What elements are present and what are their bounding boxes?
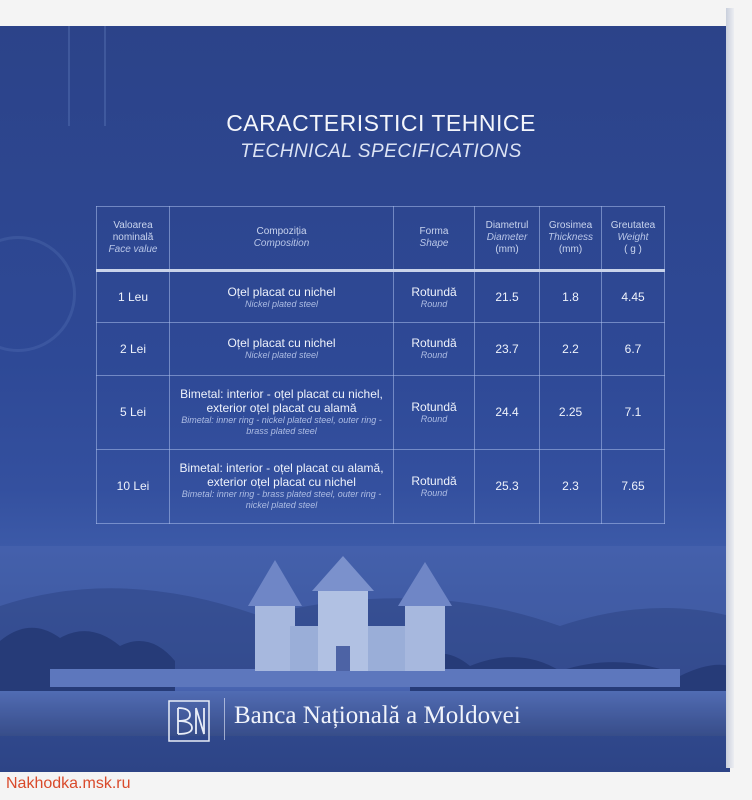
weight-cell: 7.65 xyxy=(602,449,665,523)
header-shape-ro: Forma xyxy=(419,226,449,238)
header-face-ro-line1: Valoarea xyxy=(113,220,153,232)
composition-ro: Oțel placat cu nichel xyxy=(227,284,336,299)
header-thickness-ro: Grosimea xyxy=(548,220,593,232)
shape-cell xyxy=(394,271,475,323)
header-diameter-en: Diameter xyxy=(486,232,528,244)
header-face-value xyxy=(97,207,170,271)
shape-ro: Rotundă xyxy=(411,336,457,351)
diameter-cell: 23.7 xyxy=(475,323,540,375)
header-thickness-en: Thickness xyxy=(547,232,593,244)
composition-cell xyxy=(170,449,394,523)
composition-ro: Oțel placat cu nichel xyxy=(227,336,336,351)
composition-ro: Bimetal: interior - oțel placat cu nichel, exterior oțel placat cu alamă xyxy=(180,387,383,416)
header-weight xyxy=(602,207,665,271)
booklet-page xyxy=(0,26,730,772)
header-shape-en: Shape xyxy=(419,238,449,250)
shape-ro: Rotundă xyxy=(411,284,457,299)
shape-ro: Rotundă xyxy=(411,473,457,488)
header-face-en: Face value xyxy=(108,244,158,256)
header-thickness-unit: (mm) xyxy=(558,244,583,256)
header-composition-en: Composition xyxy=(253,238,310,250)
weight-cell: 6.7 xyxy=(602,323,665,375)
weight-cell: 4.45 xyxy=(602,271,665,323)
header-diameter-unit: (mm) xyxy=(495,244,519,256)
diameter-cell: 24.4 xyxy=(475,375,540,449)
composition-cell xyxy=(170,323,394,375)
table-row xyxy=(97,375,665,449)
shape-en: Round xyxy=(420,350,448,361)
face-value-cell: 2 Lei xyxy=(97,323,170,375)
composition-cell xyxy=(170,271,394,323)
specifications-table xyxy=(96,206,665,524)
header-weight-en: Weight xyxy=(617,232,649,244)
shape-en: Round xyxy=(420,487,448,498)
header-face-ro-line2: nominală xyxy=(112,232,154,244)
shape-en: Round xyxy=(420,413,448,424)
thickness-cell: 2.3 xyxy=(540,449,602,523)
shape-cell xyxy=(394,323,475,375)
shape-ro: Rotundă xyxy=(411,399,457,414)
composition-en: Nickel plated steel xyxy=(244,298,319,309)
bank-divider xyxy=(224,698,225,740)
watermark: Nakhodka.msk.ru xyxy=(6,775,131,792)
shape-cell xyxy=(394,449,475,523)
shape-cell xyxy=(394,375,475,449)
diameter-cell: 25.3 xyxy=(475,449,540,523)
header-diameter-ro: Diametrul xyxy=(485,220,529,232)
face-value-cell: 5 Lei xyxy=(97,375,170,449)
page-title: CARACTERISTICI TEHNICE xyxy=(226,110,536,136)
booklet-edge xyxy=(726,8,734,768)
composition-en: Bimetal: inner ring - nickel plated steel, outer ring - brass plated steel xyxy=(181,415,382,437)
header-composition-ro: Compoziția xyxy=(256,226,307,238)
diameter-cell: 21.5 xyxy=(475,271,540,323)
header-thickness xyxy=(540,207,602,271)
face-value-cell: 10 Lei xyxy=(97,449,170,523)
shape-en: Round xyxy=(420,298,448,309)
composition-ro: Bimetal: interior - oțel placat cu alamă, exterior oțel placat cu nichel xyxy=(179,461,384,490)
header-shape xyxy=(394,207,475,271)
composition-en: Nickel plated steel xyxy=(244,350,319,361)
thickness-cell: 2.2 xyxy=(540,323,602,375)
header-weight-ro: Greutatea xyxy=(610,220,656,232)
composition-en: Bimetal: inner ring - brass plated steel, outer ring - nickel plated steel xyxy=(181,489,382,511)
bank-name: Banca Națională a Moldovei xyxy=(234,702,521,729)
composition-cell xyxy=(170,375,394,449)
table-row xyxy=(97,271,665,323)
header-composition xyxy=(170,207,394,271)
header-diameter xyxy=(475,207,540,271)
thickness-cell: 2.25 xyxy=(540,375,602,449)
page-subtitle: TECHNICAL SPECIFICATIONS xyxy=(240,141,522,162)
bank-emblem-icon xyxy=(166,698,212,744)
table-row xyxy=(97,323,665,375)
face-value-cell: 1 Leu xyxy=(97,271,170,323)
weight-cell: 7.1 xyxy=(602,375,665,449)
table-row xyxy=(97,449,665,523)
table-header-row xyxy=(97,207,665,271)
thickness-cell: 1.8 xyxy=(540,271,602,323)
header-weight-unit: ( g ) xyxy=(624,244,642,256)
ornament-circle xyxy=(0,236,76,352)
